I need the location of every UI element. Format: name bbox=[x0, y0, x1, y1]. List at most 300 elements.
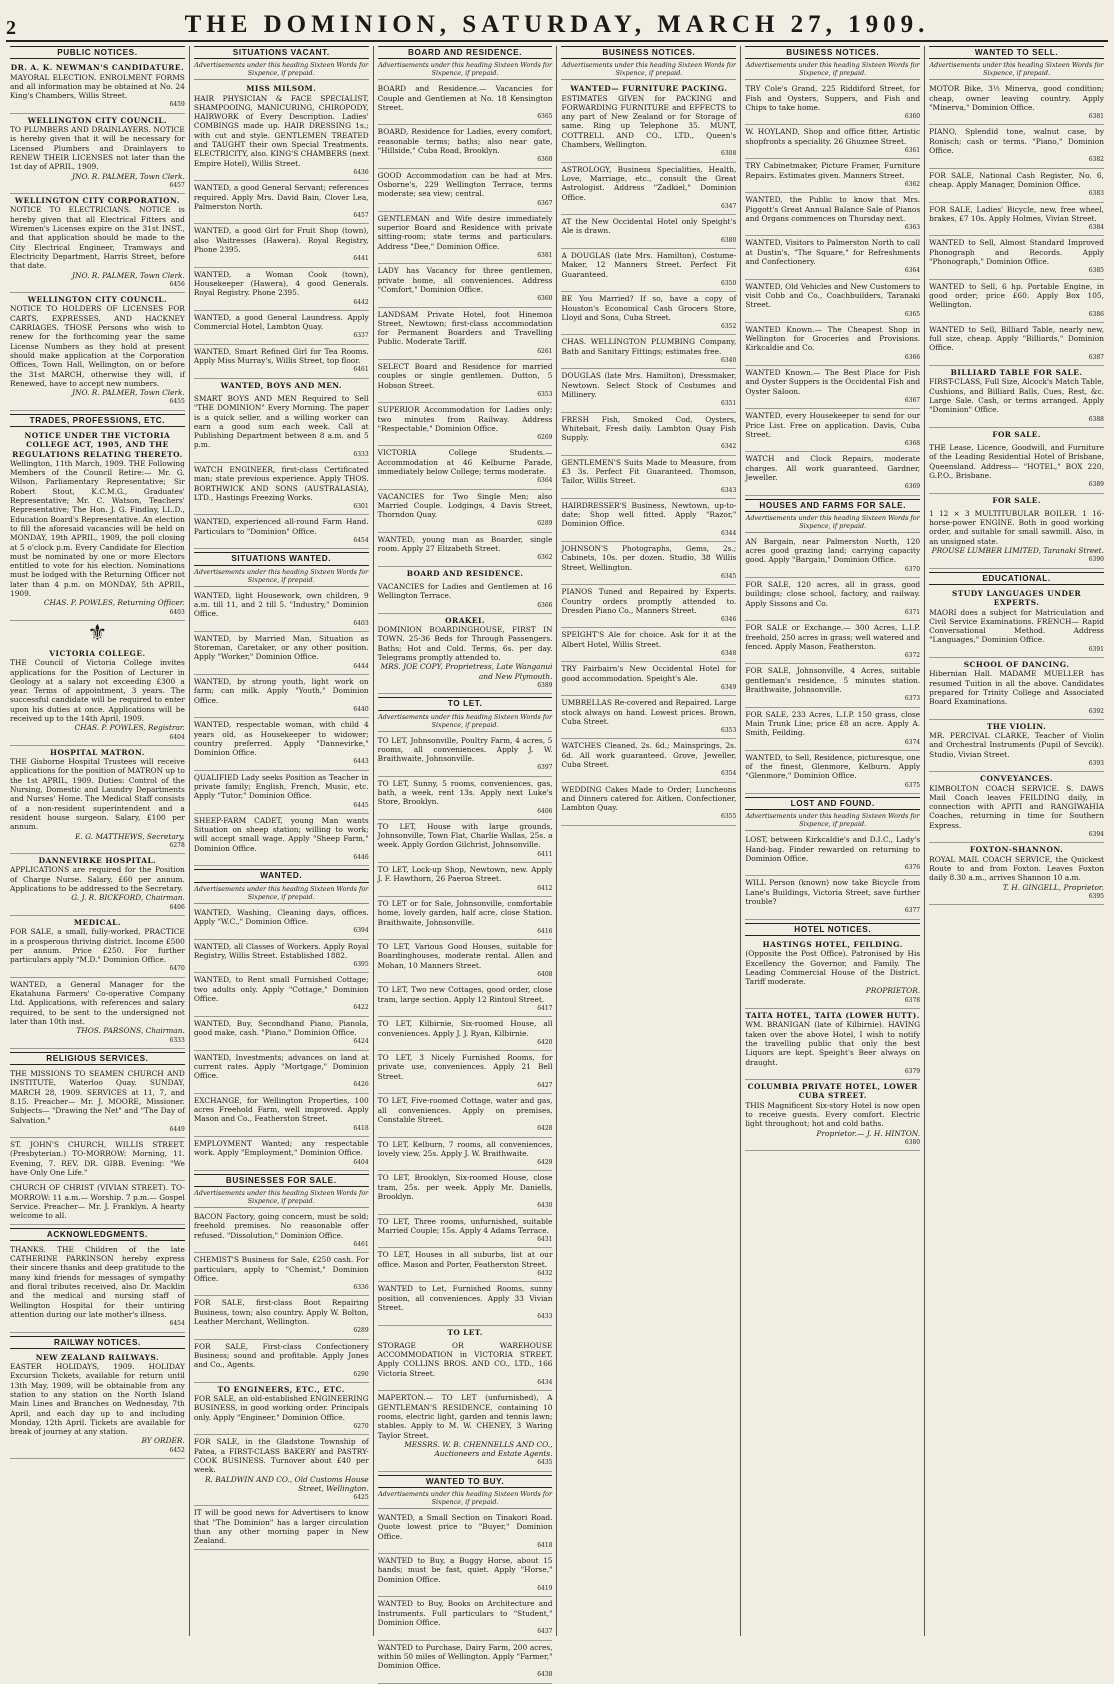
ad-title: TO ENGINEERS, ETC., ETC. bbox=[217, 1384, 345, 1394]
advertisement bbox=[194, 181, 369, 224]
section-heading: TO LET. bbox=[378, 697, 553, 710]
ad-title: THE VIOLIN. bbox=[986, 721, 1047, 731]
advertisement bbox=[194, 771, 369, 814]
rate-note: Advertisements under this heading Sixteen Words for Sixpence, if prepaid. bbox=[745, 812, 920, 831]
ad-number: 6381 bbox=[1088, 113, 1104, 121]
ad-number: 6350 bbox=[721, 279, 737, 287]
ad-number: 6386 bbox=[1088, 310, 1104, 318]
ad-body: WANTED, Washing, Cleaning days, offices. Apply "W.C.," Dominion Office. bbox=[193, 907, 369, 926]
ad-body: GENTLEMEN'S Suits Made to Measure, from £3 3s. Perfect Fit Guaranteed. Thomson, Tailor, Willis Street. bbox=[561, 457, 737, 486]
advertisement bbox=[929, 772, 1104, 843]
advertisement bbox=[745, 125, 920, 159]
advertisement bbox=[378, 1051, 553, 1094]
ad-signature: G. J. R. BICKFORD, Chairman. bbox=[71, 893, 185, 903]
ad-body: PIANOS Tuned and Repaired by Experts. Country orders promptly attended to. Dresden Piano Co., Manners Street. bbox=[561, 587, 737, 615]
advertisement bbox=[929, 441, 1104, 493]
ad-body: TO LET, Kilbirnie, Six-roomed House, all conveniences. Apply J. J. Ryan, Kilbirnie. bbox=[377, 1019, 553, 1038]
newspaper-title: THE DOMINION, SATURDAY, MARCH 27, 1909. bbox=[184, 11, 930, 38]
ad-number: 6417 bbox=[537, 1004, 553, 1012]
ad-number: 6360 bbox=[537, 295, 553, 303]
ad-body: PIANO, Splendid tone, walnut case, by Ronisch; cash or terms. "Piano," Dominion Office. bbox=[929, 127, 1104, 156]
ad-number: 6372 bbox=[904, 652, 921, 660]
ad-number: 6444 bbox=[353, 662, 369, 670]
advertisement bbox=[378, 1094, 553, 1137]
section-heading: HOUSES AND FARMS FOR SALE. bbox=[745, 499, 920, 512]
ad-number: 6455 bbox=[169, 398, 185, 406]
section-heading: BUSINESS NOTICES. bbox=[745, 46, 920, 59]
advertisement bbox=[10, 293, 185, 411]
advertisement bbox=[745, 1080, 920, 1151]
ad-number: 6360 bbox=[904, 113, 921, 121]
ad-body: CHAS. WELLINGTON PLUMBING Company, Bath and Sanitary Fittings; estimates free. bbox=[561, 337, 737, 356]
ad-body: WANTED, Visitors to Palmerston North to call at Dustin's, "The Square," for Refreshments and Confectionery. bbox=[745, 238, 921, 267]
ad-signature: PROUSE LUMBER LIMITED, Taranaki Street. bbox=[931, 546, 1104, 556]
advertisement bbox=[194, 224, 369, 267]
advertisement bbox=[561, 292, 736, 335]
ad-number: 6366 bbox=[537, 601, 553, 609]
ad-body: KIMBOLTON COACH SERVICE. S. DAWS Mail Coach leaves FEILDING daily, in connection with APITI and RANGIWAHIA Coaches, returning in time for Southern Express. bbox=[929, 783, 1104, 830]
advertisement bbox=[561, 82, 736, 162]
advertisement bbox=[745, 366, 920, 409]
ad-body: WANTED, to Rent small Furnished Cottage; two adults only. Apply "Cottage," Dominion Office. bbox=[193, 975, 369, 1004]
column-6 bbox=[924, 46, 1108, 1636]
ad-number: 6395 bbox=[353, 961, 369, 969]
ad-number: 6362 bbox=[904, 180, 921, 188]
ad-number: 6428 bbox=[537, 1125, 553, 1133]
advertisement bbox=[378, 1248, 553, 1282]
sub-heading: WANTED, BOYS AND MEN. bbox=[220, 380, 342, 390]
ad-number: 6377 bbox=[904, 907, 921, 915]
advertisement bbox=[194, 1383, 369, 1435]
ad-number: 6367 bbox=[537, 199, 553, 207]
ad-number: 6389 bbox=[537, 681, 553, 689]
ad-number: 6353 bbox=[721, 727, 737, 735]
ad-body: WILL Person (known) now take Bicycle from Lane's Buildings, Victoria Street, save further trouble? bbox=[745, 878, 921, 907]
ad-signature: MESSRS. W. B. CHENNELLS AND CO., Auctioneers and Estate Agents. bbox=[404, 1439, 553, 1459]
ad-body: WANTED, a General Manager for the Ekatahuna Farmers' Co-operative Company Ltd. Applications, with references and salary required, to be sent to the undersigned not later than 10th inst. bbox=[10, 979, 185, 1026]
advertisement bbox=[194, 1051, 369, 1094]
ad-body: WANTED, the Public to know that Mrs. Piggott's Great Annual Balance Sale of Pianos and Organs commences on Thursday next. bbox=[745, 195, 921, 223]
ad-body: WANTED, respectable woman, with child 4 years old, as Housekeeper to widower; country preferred. Apply "Dannevirke," Dominion Office. bbox=[193, 720, 369, 758]
ad-number: 6336 bbox=[353, 1284, 369, 1292]
advertisement bbox=[745, 876, 920, 919]
ad-body: WANTED, young man as Boarder, single room. Apply 27 Elizabeth Street. bbox=[377, 534, 553, 554]
ad-body: DOUGLAS (late Mrs. Hamilton), Dressmaker, Newtown. Select Stock of Costumes and Millinery. bbox=[561, 371, 737, 399]
ad-body: FRESH Fish, Smoked Cod, Oysters, Whitebait, Fresh daily. Lambton Quay Fish Supply. bbox=[561, 414, 737, 443]
section-heading: RELIGIOUS SERVICES. bbox=[10, 1052, 185, 1065]
advertisement bbox=[745, 193, 920, 236]
ad-body: WANTED, light Housework, own children, 9 a.m. till 11, and 2 till 5. "Industry," Dominion Office. bbox=[193, 590, 369, 619]
advertisement bbox=[194, 345, 369, 379]
ad-number: 6289 bbox=[537, 520, 553, 528]
ad-body: WANTED to Sell, Billiard Table, nearly new, full size, cheap. Apply "Billiards," Dominion Office. bbox=[929, 324, 1104, 353]
ad-signature: JNO. R. PALMER, Town Clerk. bbox=[72, 270, 185, 280]
section-heading: HOTEL NOTICES. bbox=[745, 923, 920, 936]
section-heading: SITUATIONS WANTED. bbox=[194, 552, 369, 565]
sub-heading: FOR SALE. bbox=[992, 495, 1041, 505]
advertisement bbox=[378, 940, 553, 983]
ad-number: 6416 bbox=[537, 927, 553, 935]
section-heading: WANTED TO SELL. bbox=[929, 46, 1104, 59]
ad-body: TO LET, 3 Nicely Furnished Rooms, for private use, conveniences. Apply 21 Bell Street. bbox=[377, 1053, 553, 1081]
ad-body: MR. PERCIVAL CLARKE, Teacher of Violin and Orchestral Instruments (Pupil of Sevcik). Studio, Vivian Street. bbox=[929, 731, 1104, 759]
advertisement bbox=[561, 456, 736, 499]
advertisement bbox=[561, 335, 736, 369]
ad-body: THE Council of Victoria College invites applications for the Position of Lecturer in Geology at a salary not exceeding £300 a year. Terms of appointment, 3 years. The successful candidate will be required to enter upon his duties at once. Applications will be received up to the 14th April, 1909. bbox=[10, 658, 185, 723]
ad-number: 6449 bbox=[169, 1125, 185, 1133]
ad-number: 6389 bbox=[1088, 481, 1104, 489]
ad-signature: JNO. R. PALMER, Town Clerk. bbox=[72, 388, 185, 398]
advertisement bbox=[929, 203, 1104, 237]
section-heading: BOARD AND RESIDENCE. bbox=[378, 46, 553, 59]
advertisement bbox=[378, 1511, 553, 1554]
ad-body: WANTED, by strong youth, light work on farm; can milk. Apply "Youth," Dominion Office. bbox=[193, 677, 369, 705]
ad-body: TRY Cabinetmaker, Picture Framer, Furniture Repairs. Estimates given. Manners Street. bbox=[745, 161, 921, 180]
ad-body: WM. BRANIGAN (late of Kilbirnie). HAVING taken over the above Hotel, I wish to notify the travelling public that only the best Liquors are kept. Speight's Beer always on draught. bbox=[745, 1020, 921, 1067]
ad-title: MEDICAL. bbox=[73, 917, 121, 927]
ad-number: 6418 bbox=[537, 1541, 553, 1549]
ad-body: WANTED to Let, Furnished Rooms, sunny position, all conveniences. Apply 33 Vivian Street. bbox=[377, 1284, 553, 1312]
ad-number: 6446 bbox=[353, 854, 369, 862]
ad-body: WANTED, a Small Section on Tinakori Road. Quote lowest price to "Buyer," Dominion Office. bbox=[377, 1513, 553, 1541]
advertisement bbox=[378, 1339, 553, 1391]
ad-body: DOMINION BOARDINGHOUSE, FIRST IN TOWN. 25-36 Beds for Through Passengers. Baths; Hot and Cold. Terms, 6s. per day. Telegrams promptly attended to. bbox=[377, 625, 553, 663]
advertisement bbox=[745, 452, 920, 495]
ad-number: 6437 bbox=[537, 1628, 553, 1636]
advertisement bbox=[745, 664, 920, 707]
ad-signature: R. BALDWIN AND CO., Old Customs House Street, Wellington. bbox=[204, 1474, 369, 1493]
ad-body: FOR SALE, Ladies' Bicycle, new, free wheel, brakes, £7 10s. Apply Holmes, Vivian Street. bbox=[929, 204, 1104, 223]
ad-body: VACANCIES for Ladies and Gentlemen at 16 Wellington Terrace. bbox=[377, 581, 553, 601]
ad-number: 6403 bbox=[353, 619, 369, 627]
advertisement bbox=[194, 632, 369, 675]
advertisement bbox=[378, 82, 553, 125]
advertisement bbox=[10, 1067, 185, 1138]
advertisement bbox=[561, 215, 736, 249]
ad-number: 6436 bbox=[353, 168, 369, 176]
advertisement bbox=[194, 1506, 369, 1549]
section-heading: RAILWAY NOTICES. bbox=[10, 1336, 185, 1349]
ad-body: Wellington, 11th March, 1909. THE Following Members of the Council Retire:— Mr. G. Wilson, Parliamentary Representative; Sir Robert Stout, K.C.M.G., Graduates' Representative; Mr. C. Watson, Teachers' Representative; The Hon. J. G. Findlay, LL.D., Education Board's Representative. An election to fill the aforesaid vacancies will be held on MONDAY, 19th APRIL, 1909, the poll closing at 5 o'clock p.m. Every Candidate for Election must be nominated by one or more Electors entitled to vote for his election. Nominations must be lodged with the Returning Officer not later than 4 p.m. on MONDAY, 5th APRIL, 1909. bbox=[10, 458, 185, 599]
advertisement bbox=[929, 843, 1104, 905]
advertisement bbox=[745, 236, 920, 279]
ad-body: WANTED, a good General Laundress. Apply Commercial Hotel, Lambton Quay. bbox=[193, 312, 369, 332]
ad-body: SPEIGHT'S Ale for choice. Ask for it at the Albert Hotel, Willis Street. bbox=[561, 630, 737, 649]
ad-body: ESTIMATES GIVEN for PACKING and FORWARDING FURNITURE and EFFECTS to any part of New Zealand or for Storage of same. Ring up Telephone 35. MUNT, COTTRELL AND CO., LTD., Queen's Chambers, Wellington. bbox=[561, 93, 737, 150]
ad-body: TO PLUMBERS AND DRAINLAYERS. NOTICE is hereby given that it will be necessary for Licensed Plumbers and Drainlayers to RENEW THEIR LICENSES not later than the 1st day of APRIL, 1909. bbox=[10, 125, 185, 172]
section-heading: WANTED. bbox=[194, 869, 369, 882]
ad-number: 6426 bbox=[353, 1081, 369, 1089]
ad-body: THE MISSIONS TO SEAMEN CHURCH AND INSTITUTE, Waterloo Quay. SUNDAY, MARCH 28, 1909. SERVICES at 11, 7, and 8.15. Preacher— Mr. J. MOORE, Missioner. Subjects— "Drawing the Net" and "The Day of Salvation." bbox=[10, 1069, 185, 1125]
ad-number: 6346 bbox=[721, 616, 737, 624]
advertisement bbox=[194, 1017, 369, 1051]
ad-body: WANTED, Investments; advances on land at current rates. Apply "Mortgage," Dominion Office. bbox=[193, 1052, 369, 1081]
advertisement bbox=[745, 621, 920, 664]
rate-note: Advertisements under this heading Sixteen Words for Sixpence, if prepaid. bbox=[745, 61, 920, 80]
ad-number: 6470 bbox=[169, 965, 185, 973]
ad-body: WANTED, to Sell, Residence, picturesque, one of the finest, Glenmore, Kelburn. Apply "Glenmore," Dominion Office. bbox=[745, 752, 921, 781]
advertisement bbox=[745, 280, 920, 323]
advertisement bbox=[378, 490, 553, 533]
rate-note: Advertisements under this heading Sixteen Words for Sixpence, if prepaid. bbox=[929, 61, 1104, 80]
ad-number: 6385 bbox=[1088, 267, 1104, 275]
ad-number: 6411 bbox=[537, 850, 553, 858]
ad-body: MAPERTON.— TO LET (unfurnished), A GENTLEMAN'S RESIDENCE, containing 10 rooms, electric light, garden and tennis lawn; stables. Apply to M. W. CHENEY, 3 Waring Taylor Street. bbox=[377, 1393, 553, 1440]
ad-number: 6370 bbox=[904, 565, 921, 573]
advertisement bbox=[561, 783, 736, 826]
ad-body: WANTED, all Classes of Workers. Apply Royal Registry, Willis Street. Established 1882. bbox=[193, 941, 369, 960]
advertisement bbox=[561, 628, 736, 662]
ad-body: SMART BOYS AND MEN Required to Sell "THE DOMINION" Every Morning. The paper is a quick seller, and a willing worker can earn a good sum each week. Call at Publishing Department between 8 a.m. and 5 p.m. bbox=[193, 393, 369, 450]
ad-body: TO LET, House with large grounds, Johnsonville, Town Flat, Charlie Wallas, 25s. a week. Apply Gordon Gilchrist, Johnsonville. bbox=[377, 821, 553, 850]
ad-number: 6461 bbox=[353, 366, 369, 374]
ad-number: 6412 bbox=[537, 884, 553, 892]
ad-number: 6383 bbox=[1088, 190, 1104, 198]
ad-body: ASTROLOGY, Business Specialities, Health, Love, Marriage, etc., consult the Great Astrologist. Address "Zadkiel," Dominion Office. bbox=[561, 164, 737, 202]
ad-number: 6459 bbox=[169, 101, 185, 109]
advertisement bbox=[745, 323, 920, 366]
ad-number: 6343 bbox=[721, 486, 737, 494]
section-heading: WANTED TO BUY. bbox=[378, 1475, 553, 1488]
advertisement bbox=[929, 366, 1104, 428]
ad-body: EMPLOYMENT Wanted; any respectable work. Apply "Employment," Dominion Office. bbox=[193, 1138, 369, 1158]
ad-body: WANTED to Buy, a Buggy Horse, about 15 hands; must be fast, quiet. Apply "Horse," Dominion Office. bbox=[377, 1556, 553, 1584]
rate-note: Advertisements under this heading Sixteen Words for Sixpence, if prepaid. bbox=[194, 1189, 369, 1208]
ad-title: DANNEVIRKE HOSPITAL. bbox=[38, 856, 157, 866]
ad-number: 6393 bbox=[1088, 760, 1104, 767]
ad-number: 6454 bbox=[353, 537, 369, 545]
ad-body: NOTICE TO HOLDERS OF LICENSES FOR CARTS, EXPRESSES, AND HACKNEY CARRIAGES. THOSE Persons who wish to renew for the forthcoming year the same License Numbers as they hold at present should make application at the Corporation Offices, Town Hall, Wellington, on or before the 31st MARCH, otherwise they will, if Renewed, have to accept new numbers. bbox=[10, 304, 185, 388]
column-2 bbox=[189, 46, 373, 1636]
ad-body: IT will be good news for Advertisers to know that "The Dominion" has a larger circulation than any other morning paper in New Zealand. bbox=[193, 1508, 369, 1546]
ad-body: CHEMIST'S Business for Sale, £250 cash. For particulars, apply to "Chemist," Dominion Office. bbox=[193, 1255, 369, 1283]
advertisement bbox=[10, 1351, 185, 1459]
ad-body: TO LET, Two new Cottages, good order, close tram, large section. Apply 12 Rintoul Street. bbox=[377, 985, 553, 1004]
ad-number: 6397 bbox=[537, 764, 553, 772]
ad-body: WANTED, a Woman Cook (town), Housekeeper (Hawera), 4 good Generals. Royal Registry. Phone 2395. bbox=[193, 269, 369, 298]
ad-title: STUDY LANGUAGES UNDER EXPERTS. bbox=[951, 588, 1082, 608]
ad-body: BACON Factory, going concern, must be sold; freehold premises. No reasonable offer refused. "Dissolution," Dominion Office. bbox=[193, 1212, 369, 1240]
advertisement bbox=[194, 718, 369, 770]
ad-body: AT the New Occidental Hotel only Speight's Ale is drawn. bbox=[561, 217, 737, 236]
advertisement bbox=[10, 1138, 185, 1181]
ad-signature: THOS. PARSONS, Chairman. bbox=[76, 1026, 185, 1036]
ad-body: FOR SALE or Exchange.— 300 Acres, L.I.P. freehold, 250 acres in grass; well watered and fenced. Apply Mason, Featherston. bbox=[745, 623, 921, 651]
ad-number: 6456 bbox=[169, 280, 185, 288]
ad-body: TO LET or for Sale, Johnsonville, comfortable home, lovely garden, half acre, close Station. Braithwaite, Johnsonville. bbox=[377, 898, 553, 927]
advertisement bbox=[10, 61, 185, 113]
advertisement bbox=[561, 585, 736, 628]
advertisement bbox=[378, 308, 553, 360]
ad-body: LANDSAM Private Hotel, foot Hinemoa Street, Newtown; first-class accommodation for Permanent Boarders and Travelling Public. Moderate Tariff. bbox=[377, 309, 553, 347]
ad-number: 6361 bbox=[904, 147, 921, 155]
advertisement bbox=[378, 360, 553, 403]
advertisement bbox=[929, 169, 1104, 203]
advertisement bbox=[194, 589, 369, 632]
advertisement bbox=[929, 587, 1104, 658]
advertisement bbox=[561, 696, 736, 739]
sub-heading: FOR SALE. bbox=[992, 429, 1041, 439]
rate-note: Advertisements under this heading Sixteen Words for Sixpence, if prepaid. bbox=[561, 61, 736, 80]
column-1 bbox=[6, 46, 189, 1636]
advertisement bbox=[929, 323, 1104, 366]
advertisement bbox=[378, 264, 553, 307]
ad-body: FOR SALE, a small, fully-worked, PRACTICE in a prosperous thriving district. Income £500 per annum. Price £250. For further particulars apply "M.D." Dominion Office. bbox=[10, 927, 185, 965]
ad-number: 6404 bbox=[353, 1158, 369, 1166]
advertisement bbox=[561, 739, 736, 782]
ad-number: 6301 bbox=[353, 503, 369, 511]
ad-number: 6380 bbox=[721, 236, 737, 244]
ad-body: TRY Fairbairn's New Occidental Hotel for good accommodation. Speight's Ale. bbox=[561, 664, 737, 683]
advertisement bbox=[378, 897, 553, 940]
ad-number: 6434 bbox=[537, 1379, 553, 1387]
ad-body: LOST, between Kirkcaldie's and D.I.C., Lady's Hand-bag. Finder rewarded on returning to Dominion Office. bbox=[745, 835, 921, 863]
ad-body: WANTED Known.— The Cheapest Shop in Wellington for Groceries and Provisions. Kirkcaldie and Co. bbox=[745, 324, 921, 353]
advertisement bbox=[378, 1171, 553, 1214]
ad-body: (Opposite the Post Office). Patronised by His Excellency the Governor, and Family. The Leading Commercial House of the District. Tariff moderate. bbox=[745, 949, 921, 987]
ad-number: 6403 bbox=[169, 608, 185, 616]
ad-body: EASTER HOLIDAYS, 1909. HOLIDAY Excursion Tickets, available for return until 13th May, 1909, will be obtainable from any station to any station on the North Island Main Lines and Branches on Wednesday, 7th April, and each day up to and including Monday, 12th April. Tickets are available for break of journey at any station. bbox=[10, 1362, 185, 1437]
ad-number: 6435 bbox=[537, 1459, 553, 1467]
advertisement bbox=[10, 916, 185, 978]
advertisement bbox=[194, 1296, 369, 1339]
ad-number: 6452 bbox=[169, 1446, 185, 1454]
ad-body: WANTED, every Housekeeper to send for our Price List. Free on application. Davis, Cuba Street. bbox=[745, 411, 921, 439]
advertisement bbox=[929, 720, 1104, 772]
advertisement bbox=[745, 751, 920, 794]
ad-title: DR. A. K. NEWMAN'S CANDIDATURE. bbox=[10, 63, 185, 73]
ad-number: 6441 bbox=[353, 255, 369, 263]
rate-note: Advertisements under this heading Sixteen Words for Sixpence, if prepaid. bbox=[378, 713, 553, 732]
advertisement bbox=[378, 1138, 553, 1172]
ad-body: TRY Cole's Grand, 225 Riddiford Street, for Fish and Oysters, Suppers, and Fish and Chips to take home. bbox=[745, 84, 921, 112]
ad-number: 6342 bbox=[721, 443, 737, 451]
ad-number: 6289 bbox=[353, 1327, 369, 1335]
ad-number: 6365 bbox=[537, 113, 553, 121]
ad-title: WANTED— FURNITURE PACKING. bbox=[570, 84, 728, 94]
section-heading: SITUATIONS VACANT. bbox=[194, 46, 369, 59]
ad-number: 6440 bbox=[353, 705, 369, 713]
ad-title: COLUMBIA PRIVATE HOTEL, LOWER CUBA STREET. bbox=[747, 1082, 918, 1101]
advertisement bbox=[929, 82, 1104, 125]
ad-number: 6349 bbox=[721, 683, 737, 691]
ad-body: A DOUGLAS (late Mrs. Hamilton), Costume-Maker, 12 Manners Street. Perfect Fit Guaranteed. bbox=[561, 251, 737, 279]
ad-number: 6374 bbox=[904, 738, 921, 746]
ad-number: 6432 bbox=[537, 1270, 553, 1278]
advertisement bbox=[929, 658, 1104, 720]
ad-body: TO LET, Lock-up Shop, Newtown, new. Apply J. F. Hawthorn, 26 Paeroa Street. bbox=[377, 865, 553, 884]
ad-number: 6395 bbox=[1088, 892, 1104, 900]
ad-number: 6387 bbox=[1088, 353, 1104, 361]
ad-number: 6362 bbox=[537, 554, 553, 562]
college-crest-icon: ⚜ bbox=[87, 620, 108, 646]
ad-body: BE You Married? If so, have a copy of Houston's Economical Cash Grocers Store, Lloyd and Sons, Cuba Street. bbox=[561, 294, 737, 322]
ad-number: 6427 bbox=[537, 1082, 553, 1090]
ad-number: 6430 bbox=[537, 1202, 553, 1210]
ad-body: MAORI does a subject for Matriculation and Civil Service Examinations. FRENCH— Rapid Conversational Method. Address "Languages," Dominion Office. bbox=[929, 607, 1104, 645]
ad-body: FOR SALE, 233 Acres, L.I.P. 150 grass, close Main Trunk Line; price £8 an acre. Apply A. Smith, Feilding. bbox=[745, 709, 921, 738]
advertisement bbox=[194, 311, 369, 345]
ad-body: SELECT Board and Residence for married couples or single gentlemen. Dutton, 5 Hobson Street. bbox=[377, 362, 553, 390]
ad-number: 6270 bbox=[353, 1423, 369, 1431]
column-5 bbox=[740, 46, 924, 1636]
ad-number: 6353 bbox=[537, 390, 553, 398]
ad-number: 6365 bbox=[904, 310, 921, 318]
advertisement bbox=[378, 1017, 553, 1051]
ad-title: MISS MILSOM. bbox=[246, 84, 317, 94]
sub-heading: TO LET. bbox=[447, 1327, 483, 1337]
ad-title: BILLIARD TABLE FOR SALE. bbox=[950, 368, 1083, 378]
advertisement bbox=[745, 578, 920, 621]
advertisement bbox=[378, 863, 553, 897]
advertisement bbox=[745, 535, 920, 578]
ad-number: 6269 bbox=[537, 434, 553, 442]
advertisement bbox=[10, 978, 185, 1049]
ad-number: 6438 bbox=[537, 1671, 553, 1679]
advertisement bbox=[561, 249, 736, 292]
ad-title: SCHOOL OF DANCING. bbox=[963, 660, 1070, 670]
ad-body: MAYORAL ELECTION. ENROLMENT FORMS and all information may be obtained at No. 24 King's Chambers, Willis Street. bbox=[10, 72, 185, 101]
column-3 bbox=[373, 46, 557, 1679]
ad-number: 6457 bbox=[169, 181, 185, 189]
ad-body: THANKS. THE Children of the late CATHERINE PARKINSON hereby express their sincere thanks and deep gratitude to the many kind friends for messages of sympathy and floral tributes received, also Dr. Macklin and the medical and nursing staff of Wellington Hospital for their untiring attention during our late mother's illness. bbox=[10, 1244, 185, 1319]
ad-number: 6351 bbox=[721, 400, 737, 408]
advertisement bbox=[10, 647, 185, 746]
ad-body: THE Gisborne Hospital Trustees will receive applications for the position of MATRON up to the 1st APRIL, 1909. Duties: Control of the Nursing, Domestic and Laundry Departments and Nurses' Home. The Medical Staff consists of a non-resident superintendent and a resident house surgeon. Salary, £100 per annum. bbox=[10, 757, 185, 832]
ad-body: FOR SALE, first-class Boot Repairing Business, town; also country. Apply W. Bolton, Leather Merchant, Wellington. bbox=[193, 1298, 369, 1327]
ad-signature: Proprietor.— J. H. HINTON. bbox=[816, 1128, 921, 1138]
ad-number: 6422 bbox=[353, 1004, 369, 1012]
advertisement bbox=[378, 983, 553, 1017]
section-heading: EDUCATIONAL. bbox=[929, 572, 1104, 585]
ad-title: HOSPITAL MATRON. bbox=[50, 747, 145, 757]
advertisement bbox=[194, 515, 369, 549]
section-heading: BUSINESSES FOR SALE. bbox=[194, 1174, 369, 1187]
ad-number: 6425 bbox=[353, 1494, 369, 1502]
ad-number: 6418 bbox=[353, 1124, 369, 1132]
ad-body: WANTED, by Married Man, Situation as Storeman, Caretaker, or any other position. Apply "Worker," Dominion Office. bbox=[193, 633, 369, 662]
ad-body: LADY has Vacancy for three gentlemen, private home, all conveniences. Address "Comfort," Dominion Office. bbox=[377, 266, 553, 294]
ad-title: ORAKEI. bbox=[445, 615, 486, 625]
advertisement bbox=[194, 1094, 369, 1137]
sub-heading: BOARD AND RESIDENCE. bbox=[406, 568, 524, 578]
ad-number: 6369 bbox=[904, 483, 921, 491]
ad-body: ROYAL MAIL COACH SERVICE, the Quickest Route to and from Foxton. Leaves Foxton daily 8.30 a.m., arrives Shannon 10 a.m. bbox=[929, 854, 1104, 883]
ad-body: TO LET, Sunny, 5 rooms, conveniences, gas, bath, a week, rent 13s. Apply next Luke's Store, Brooklyn. bbox=[377, 778, 553, 807]
advertisement bbox=[378, 1554, 553, 1597]
advertisement bbox=[561, 413, 736, 456]
ad-body: EXCHANGE, for Wellington Properties, 100 acres Freehold Farm, well improved. Apply Mason and Co., Featherston Street. bbox=[193, 1095, 369, 1124]
advertisement bbox=[194, 675, 369, 718]
advertisement bbox=[194, 1137, 369, 1171]
ad-number: 6344 bbox=[721, 529, 737, 537]
section-heading: ACKNOWLEDGMENTS. bbox=[10, 1228, 185, 1241]
rate-note: Advertisements under this heading Sixteen Words for Sixpence, if prepaid. bbox=[378, 1490, 553, 1509]
ad-body: W. HOYLAND, Shop and office fitter, Artistic shopfronts a speciality. 26 Ghuznee Street. bbox=[745, 127, 921, 146]
advertisement bbox=[378, 734, 553, 777]
advertisement bbox=[561, 369, 736, 412]
ad-body: THE Lease, Licence, Goodwill, and Furniture of the Leading Residential Hotel of Brisbane, Queensland. Address— "HOTEL," BOX 220, G.P.O., Brisbane. bbox=[929, 443, 1104, 480]
ad-number: 6380 bbox=[904, 1138, 921, 1146]
ad-body: SHEEP-FARM CADET, young Man wants Situation on sheep station; willing to work; will accept small wage. Apply "Sheep Farm," Dominion Office. bbox=[193, 815, 369, 853]
section-heading: LOST AND FOUND. bbox=[745, 797, 920, 810]
advertisement bbox=[561, 499, 736, 542]
ad-body: WANTED to Buy, Books on Architecture and Instruments. Full particulars to "Student," Dominion Office. bbox=[377, 1599, 553, 1627]
ad-body: HAIR PHYSICIAN & FACE SPECIALIST, SHAMPOOING, MANICURING, CHIROPODY, HAIRWORK of Every Description. Ladies' COMBINGS made up. HAIR DRESSING 1s.; with cut and style. GENTLEMEN TREATED and TAUGHT their own Special Treatments. ELECTRICITY, also. KING'S CHAMBERS (next Empire Hotel), Willis Street. bbox=[193, 93, 369, 168]
rate-note: Advertisements under this heading Sixteen Words for Sixpence, if prepaid. bbox=[745, 514, 920, 533]
advertisement bbox=[745, 82, 920, 125]
ad-title: WELLINGTON CITY COUNCIL. bbox=[27, 295, 168, 305]
